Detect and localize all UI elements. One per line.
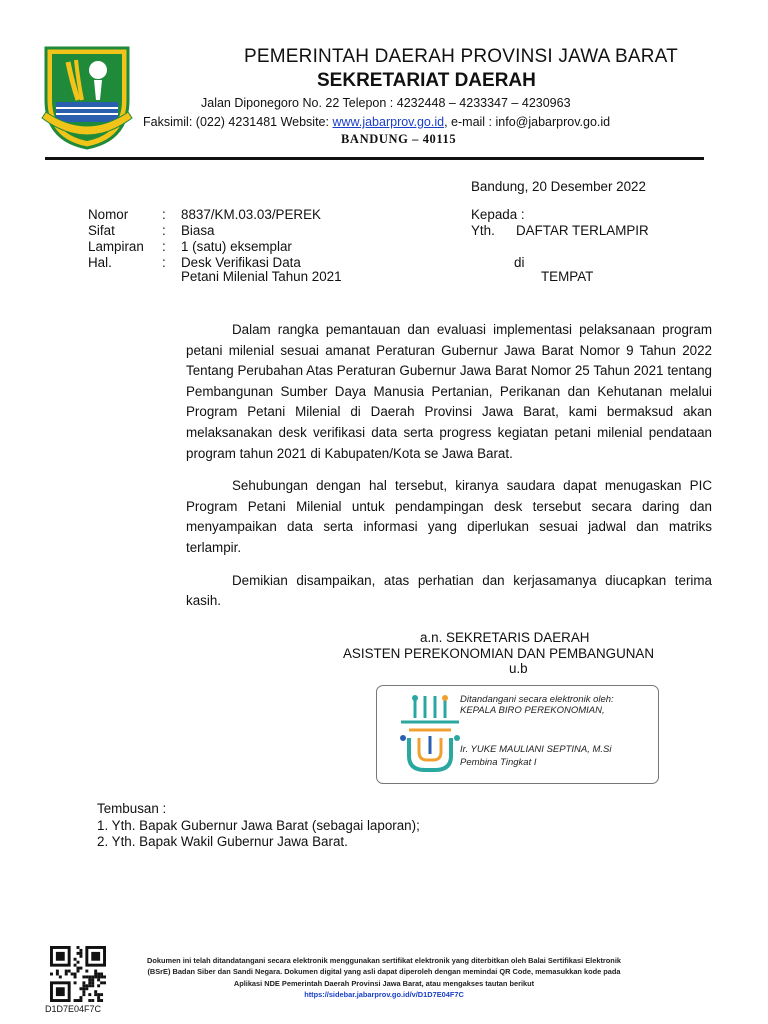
sign-ub: u.b [509,661,528,676]
field-sep: : [162,255,166,270]
letter-body [186,320,712,612]
field-value-sifat: Biasa [181,223,215,238]
kop-email-text: , e-mail : info@jabarprov.go.id [444,115,611,129]
recipient: DAFTAR TERLAMPIR [516,223,649,238]
di-label: di [514,255,525,270]
field-label-lampiran: Lampiran [88,239,144,254]
field-label-nomor: Nomor [88,207,129,222]
body-paragraph-2: Sehubungan dengan hal tersebut, kiranya saudara dapat menugaskan PIC Program Petani Milenial untuk pendampingan desk tersebut secara daring dan menyampaikan data serta informasi yang diperlukan sesuai jadwal dan matriks terlampir. [186,478,712,555]
tembusan-item: 1. Yth. Bapak Gubernur Jawa Barat (sebagai laporan); [97,818,420,833]
bsre-logo-icon [395,692,465,776]
body-paragraph-3: Demikian disampaikan, atas perhatian dan kerjasamanya diucapkan terima kasih. [186,572,712,609]
footer-note [140,955,628,1000]
kop-divider [45,157,704,160]
esign-name: Ir. YUKE MAULIANI SEPTINA, M.Si [460,744,612,755]
field-value-hal: Desk Verifikasi Data [181,255,301,270]
kop-fax-text: Faksimil: (022) 4231481 Website: [143,115,333,129]
tembusan-item: 2. Yth. Bapak Wakil Gubernur Jawa Barat. [97,834,348,849]
kop-office-name: SEKRETARIAT DAERAH [317,70,536,91]
qr-code-label: D1D7E04F7C [45,1004,102,1014]
esign-line2: KEPALA BIRO PEREKONOMIAN, [460,705,605,716]
field-label-hal: Hal. [88,255,112,270]
field-sep: : [162,207,166,222]
field-value-hal-line2: Petani Milenial Tahun 2021 [181,269,342,284]
field-value-lampiran: 1 (satu) eksemplar [181,239,292,254]
kop-contact [143,115,610,129]
footer-link[interactable]: https://sidebar.jabarprov.go.id/v/D1D7E04F7C [304,989,464,999]
letter-date: Bandung, 20 Desember 2022 [471,179,646,194]
esign-box [376,685,659,784]
esign-line1: Ditandangani secara elektronik oleh: [460,694,614,705]
field-sep: : [162,223,166,238]
jabar-logo [38,40,136,150]
sign-title: ASISTEN PEREKONOMIAN DAN PEMBANGUNAN [343,646,655,661]
footer-text: Dokumen ini telah ditandatangani secara elektronik menggunakan sertifikat elektronik yang diterbitkan oleh Balai Sertifikasi Elektronik (BSrE) Badan Siber dan Sandi Negara. Dokumen digital yang asli dapat diperoleh dengan memindai QR Code, memasukkan kode pada Aplikasi NDE Pemerintah Daerah Provinsi Jawa Barat, atau mengakses tautan berikut [147,956,621,988]
kop-government-name: PEMERINTAH DAERAH PROVINSI JAWA BARAT [244,46,678,67]
body-paragraph-1: Dalam rangka pemantauan dan evaluasi implementasi pelaksanaan program petani milenial sesuai amanat Peraturan Gubernur Jawa Barat Nomor 9 Tahun 2022 Tentang Perubahan Atas Peraturan Gubernur Jawa Barat Nomor 25 Tahun 2021 tentang Pembangunan Sumber Daya Manusia Pertanian, Perikanan dan Kehutanan melalui Program Petani Milenial di Daerah Provinsi Jawa Barat, kami bermaksud akan melaksanakan desk verifikasi data serta progress kegiatan petani milenial pendataan program tahun 2021 di Kabupaten/Kota se Jawa Barat. [186,322,712,461]
tembusan-label: Tembusan : [97,801,167,816]
kop-city: BANDUNG – 40115 [341,132,457,146]
qr-code[interactable] [48,946,108,1002]
kop-website-link[interactable]: www.jabarprov.go.id [332,115,445,129]
sign-an: a.n. SEKRETARIS DAERAH [420,630,590,645]
field-label-sifat: Sifat [88,223,115,238]
yth-label: Yth. [471,223,495,238]
kepada-label: Kepada : [471,207,525,222]
field-sep: : [162,239,166,254]
kop-address: Jalan Diponegoro No. 22 Telepon : 4232448 – 4233347 – 4230963 [201,96,571,110]
tempat-label: TEMPAT [541,269,594,284]
esign-rank: Pembina Tingkat I [460,757,537,768]
field-value-nomor: 8837/KM.03.03/PEREK [181,207,321,222]
